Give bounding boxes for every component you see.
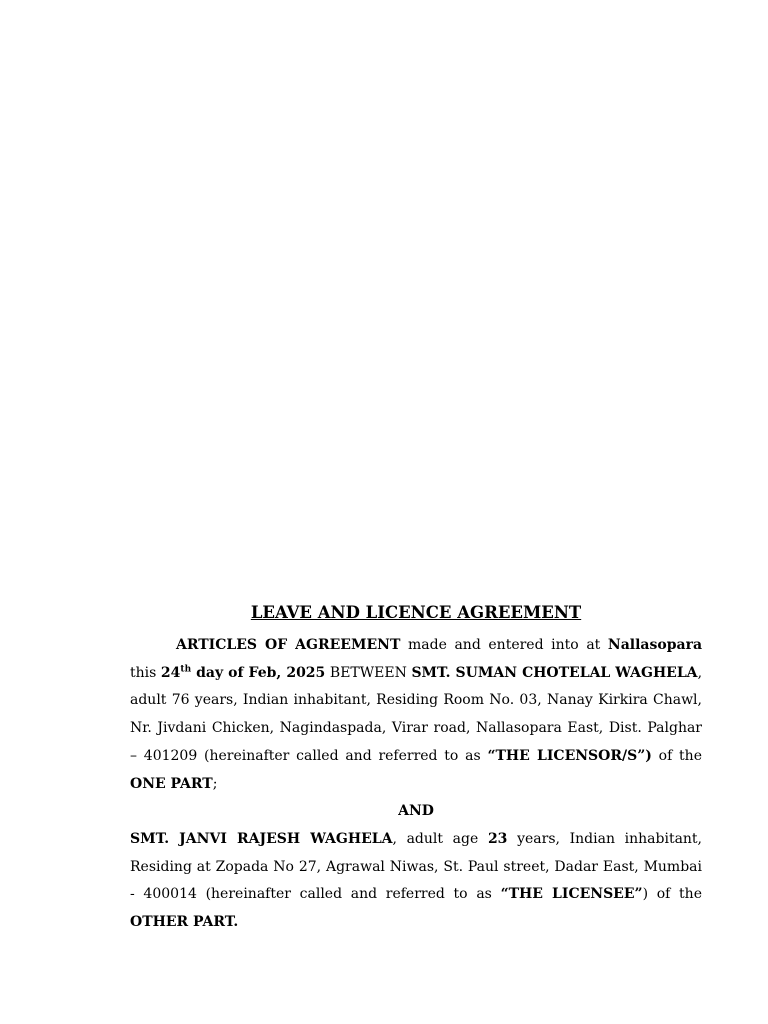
agreement-day: 24: [160, 664, 181, 681]
agreement-date: day of Feb, 2025: [191, 664, 326, 681]
document-title: LEAVE AND LICENCE AGREEMENT: [250, 603, 582, 622]
parties-paragraph-licensor: [130, 632, 702, 798]
text-segment: , adult age: [392, 830, 488, 847]
licensor-name: SMT. SUMAN CHOTELAL WAGHELA: [411, 664, 698, 681]
place-name: Nallasopara: [607, 637, 703, 653]
licensor-label: “THE LICENSOR/S”): [487, 747, 652, 764]
articles-heading: ARTICLES OF AGREEMENT: [176, 637, 401, 653]
text-segment: made and entered into at: [400, 637, 608, 653]
text-segment: of the: [651, 747, 702, 764]
one-part-label: ONE PART: [130, 775, 213, 792]
parties-paragraph-licensee: [130, 826, 702, 937]
licensor-details: , adult 76 years, Indian inhabitant, Residing Room No. 03, Nanay Kirkira Chawl, Nr. Jivdani Chicken, Nagindaspada, Virar road, Nallasopara East, Dist. Palghar – 401209 (hereinafter called and referred to as: [130, 664, 703, 764]
text-segment: BETWEEN: [325, 664, 412, 681]
text-segment: this: [130, 664, 161, 681]
day-ordinal-suffix: th: [180, 664, 192, 675]
document-body: [130, 600, 702, 937]
text-segment: ) of the: [642, 886, 702, 903]
other-part-label: OTHER PART.: [130, 914, 239, 931]
licensee-age: 23: [487, 830, 508, 847]
and-separator: AND: [398, 803, 434, 820]
text-segment: ;: [212, 775, 218, 792]
licensee-details: years, Indian inhabitant, Residing at Zopada No 27, Agrawal Niwas, St. Paul street, Dadar East, Mumbai - 400014 (hereinafter called and referred to as: [130, 830, 703, 903]
licensee-name: SMT. JANVI RAJESH WAGHELA: [130, 830, 393, 847]
licensee-label: “THE LICENSEE”: [500, 886, 643, 903]
